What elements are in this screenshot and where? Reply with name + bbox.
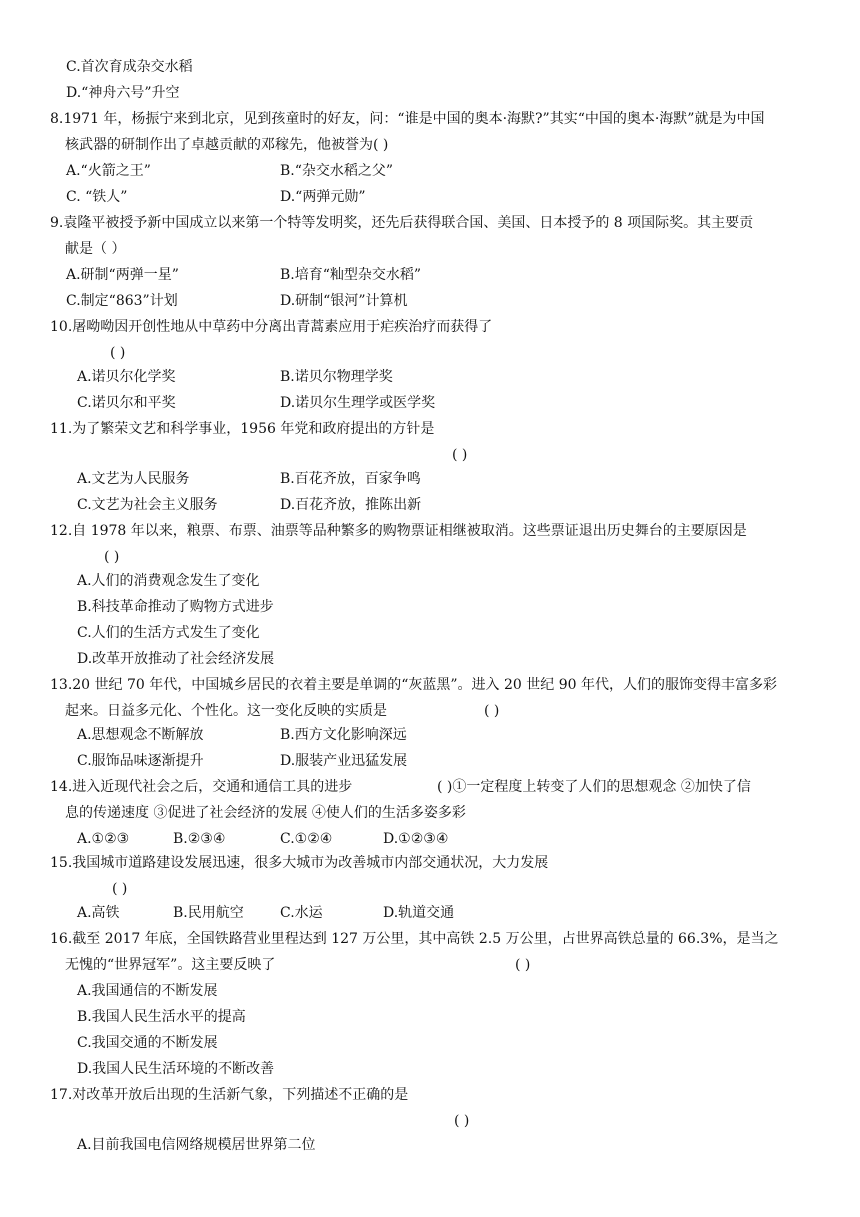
q17-option-a: A.目前我国电信网络规模居世界第二位 (77, 1137, 316, 1153)
q13-option-d: D.服装产业迅猛发展 (280, 753, 408, 769)
q14-option-b: B.②③④ (173, 831, 226, 847)
q9-option-a: A.研制“两弹一星” (66, 267, 179, 283)
q13-stem-line1: 13.20 世纪 70 年代，中国城乡居民的衣着主要是单调的“灰蓝黑”。进入 20 世纪 90 年代，人们的服饰变得丰富多彩 (50, 677, 777, 693)
q7-option-d: D.“神舟六号”升空 (66, 85, 180, 101)
q13-option-c: C.服饰品味逐渐提升 (77, 753, 204, 769)
q14-option-c: C.①②④ (280, 831, 333, 847)
q16-option-b: B.我国人民生活水平的提高 (77, 1009, 246, 1025)
q8-option-b: B.“杂交水稻之父” (280, 163, 394, 179)
q16-option-d: D.我国人民生活环境的不断改善 (77, 1061, 275, 1077)
q15-answer-blank: ( ) (112, 881, 128, 897)
q10-answer-blank: ( ) (110, 345, 126, 361)
q15-option-a: A.高铁 (77, 905, 120, 921)
q12-answer-blank: ( ) (104, 549, 120, 565)
q13-option-a: A.思想观念不断解放 (77, 727, 204, 743)
q16-option-a: A.我国通信的不断发展 (77, 983, 218, 999)
q13-stem-line2: 起来。日益多元化、个性化。这一变化反映的实质是 (65, 703, 387, 719)
q11-answer-blank: ( ) (452, 447, 468, 463)
q9-option-c: C.制定“863”计划 (66, 293, 178, 309)
q7-option-c: C.首次育成杂交水稻 (66, 59, 193, 75)
q14-stem-line1a: 14.进入近现代社会之后，交通和通信工具的进步 (50, 779, 353, 795)
q14-stem-line1b: ( )①一定程度上转变了人们的思想观念 ②加快了信 (437, 779, 751, 795)
q17-answer-blank: ( ) (454, 1113, 470, 1129)
q10-option-b: B.诺贝尔物理学奖 (280, 369, 393, 385)
q12-option-d: D.改革开放推动了社会经济发展 (77, 651, 275, 667)
q13-answer-blank: ( ) (484, 703, 500, 719)
q15-option-b: B.民用航空 (173, 905, 244, 921)
q11-option-d: D.百花齐放，推陈出新 (280, 497, 422, 513)
q9-stem-line2: 献是（ ） (65, 241, 126, 257)
q16-stem-line1: 16.截至 2017 年底，全国铁路营业里程达到 127 万公里，其中高铁 2.5 万公里，占世界高铁总量的 66.3%，是当之 (50, 931, 779, 947)
q11-option-b: B.百花齐放，百家争鸣 (280, 471, 421, 487)
q8-option-a: A.“火箭之王” (66, 163, 151, 179)
q8-stem-line1: 8.1971 年，杨振宁来到北京，见到孩童时的好友，问：“谁是中国的奥本·海默?”其实“中国的奥本·海默”就是为中国 (50, 111, 765, 127)
q10-stem: 10.屠呦呦因开创性地从中草药中分离出青蒿素应用于疟疾治疗而获得了 (50, 319, 493, 335)
q9-stem-line1: 9.袁隆平被授予新中国成立以来第一个特等发明奖，还先后获得联合国、美国、日本授予的 8 项国际奖。其主要贡 (50, 215, 754, 231)
q11-option-a: A.文艺为人民服务 (77, 471, 190, 487)
q14-option-d: D.①②③④ (383, 831, 449, 847)
q17-stem: 17.对改革开放后出现的生活新气象，下列描述不正确的是 (50, 1087, 409, 1103)
q8-stem-line2: 核武器的研制作出了卓越贡献的邓稼先，他被誉为( ) (65, 137, 389, 153)
q16-stem-line2: 无愧的“世界冠军”。这主要反映了 (65, 957, 276, 973)
q10-option-d: D.诺贝尔生理学或医学奖 (280, 395, 436, 411)
q13-option-b: B.西方文化影响深远 (280, 727, 407, 743)
q15-option-c: C.水运 (280, 905, 323, 921)
q10-option-a: A.诺贝尔化学奖 (77, 369, 176, 385)
q11-stem: 11.为了繁荣文艺和科学事业，1956 年党和政府提出的方针是 (50, 421, 435, 437)
q11-option-c: C.文艺为社会主义服务 (77, 497, 218, 513)
q15-option-d: D.轨道交通 (383, 905, 455, 921)
q12-option-b: B.科技革命推动了购物方式进步 (77, 599, 274, 615)
q9-option-d: D.研制“银河”计算机 (280, 293, 408, 309)
q15-stem: 15.我国城市道路建设发展迅速，很多大城市为改善城市内部交通状况，大力发展 (50, 855, 549, 871)
q12-stem: 12.自 1978 年以来，粮票、布票、油票等品种繁多的购物票证相继被取消。这些票证退出历史舞台的主要原因是 (50, 523, 747, 539)
q9-option-b: B.培育“籼型杂交水稻” (280, 267, 422, 283)
q14-option-a: A.①②③ (77, 831, 130, 847)
q8-option-d: D.“两弹元勋” (280, 189, 366, 205)
q14-stem-line2: 息的传递速度 ③促进了社会经济的发展 ④使人们的生活多姿多彩 (65, 805, 466, 821)
q12-option-a: A.人们的消费观念发生了变化 (77, 573, 260, 589)
q8-option-c: C. “铁人” (66, 189, 128, 205)
q12-option-c: C.人们的生活方式发生了变化 (77, 625, 260, 641)
q16-answer-blank: ( ) (515, 957, 531, 973)
q16-option-c: C.我国交通的不断发展 (77, 1035, 218, 1051)
q10-option-c: C.诺贝尔和平奖 (77, 395, 176, 411)
